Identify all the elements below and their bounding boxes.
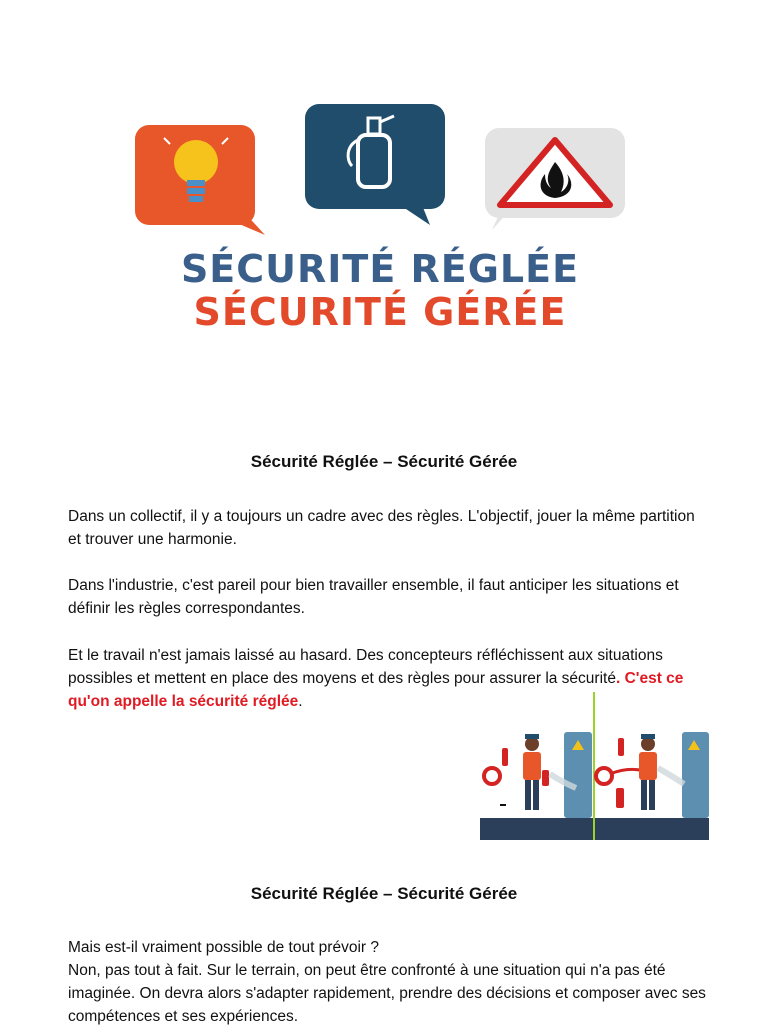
securite-logo: [130, 100, 630, 335]
highlight-securite-reglee: . C'est ce qu'on appelle la sécurité réglée: [68, 670, 684, 710]
paragraph-tout-prevoir: [68, 936, 708, 1028]
fire-warning-icon: [485, 128, 625, 230]
question-line: Mais est-il vraiment possible de tout prévoir ?: [68, 939, 379, 956]
answer-text: Non, pas tout à fait. Sur le terrain, on peut être confronté à une situation qui n'a pas été imaginée. On devra alors s'adapter rapidement, prendre des décisions et composer avec ses compétences et ses expériences.: [68, 962, 706, 1025]
logo-line-2: SÉCURITÉ GÉRÉE: [193, 290, 567, 334]
workers-fire-illustration: [480, 692, 709, 840]
section-1-heading: Sécurité Réglée – Sécurité Gérée: [250, 452, 518, 471]
lightbulb-icon: [135, 125, 265, 235]
fire-extinguisher-icon: [305, 104, 445, 225]
section-2-heading: Sécurité Réglée – Sécurité Gérée: [250, 884, 518, 903]
paragraph-industrie: Dans l'industrie, c'est pareil pour bien travailler ensemble, il faut anticiper les situations et définir les règles correspondantes.: [68, 577, 679, 617]
logo-line-1: SÉCURITÉ RÉGLÉE: [180, 247, 580, 291]
paragraph-collectif: Dans un collectif, il y a toujours un cadre avec des règles. L'objectif, jouer la même partition et trouver une harmonie.: [68, 508, 695, 548]
paragraph-travail-end: .: [298, 693, 303, 710]
illustration-svg: [480, 692, 709, 840]
logo-bubbles: [130, 100, 630, 250]
paragraph-travail-text: Et le travail n'est jamais laissé au hasard. Des concepteurs réfléchissent aux situations possibles et mettent en place des moyens et des règles pour assurer la sécurité: [68, 647, 663, 687]
